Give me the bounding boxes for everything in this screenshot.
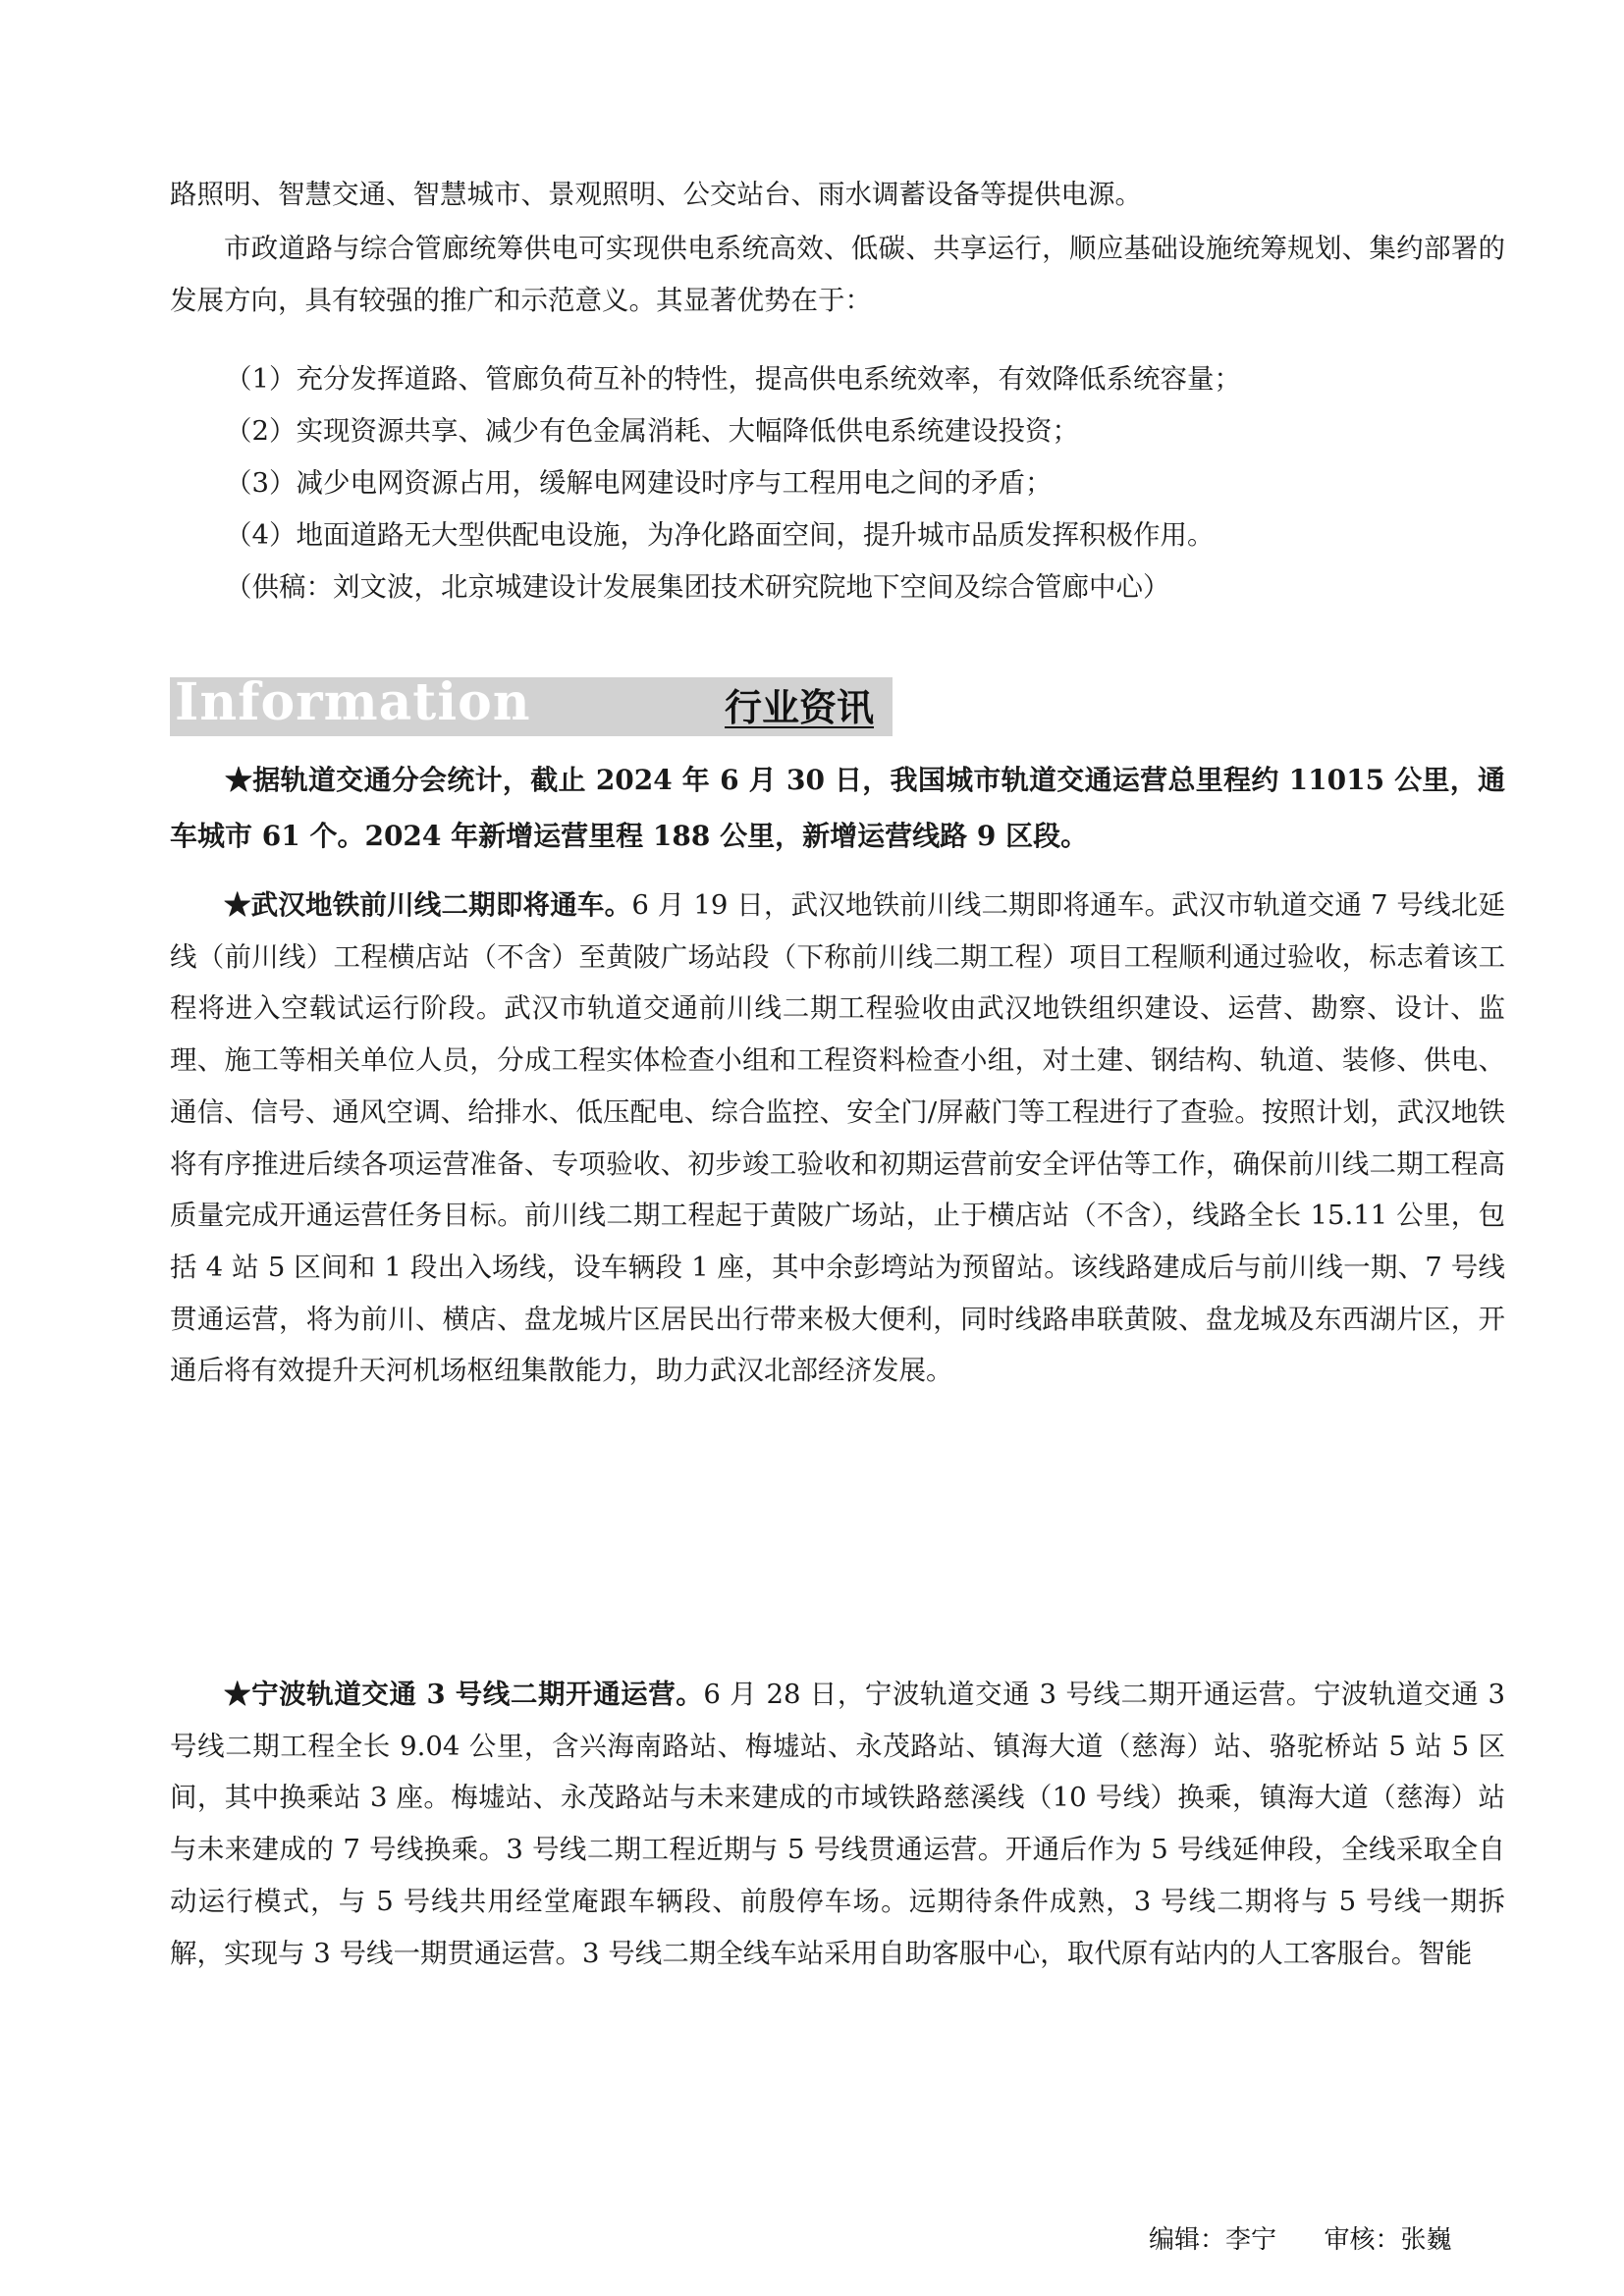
advantage-item-2: （2）实现资源共享、减少有色金属消耗、大幅降低供电系统建设投资； <box>225 415 1079 447</box>
advantage-item-1: （1）充分发挥道路、管廊负荷互补的特性，提高供电系统效率，有效降低系统容量； <box>225 363 1241 395</box>
news-item-wuhan <box>170 880 1505 1397</box>
reviewer-credit: 审核：张巍 <box>1324 2225 1452 2255</box>
intro-paragraph-advantages: 市政道路与综合管廊统筹供电可实现供电系统高效、低碳、共享运行，顺应基础设施统筹规划、集约部署的发展方向，具有较强的推广和示范意义。其显著优势在于： <box>170 233 1505 316</box>
advantage-item-4: （4）地面道路无大型供配电设施，为净化路面空间，提升城市品质发挥积极作用。 <box>225 519 1215 551</box>
news-body-wuhan: 6 月 19 日，武汉地铁前川线二期即将通车。武汉市轨道交通 7 号线北延线（前川线）工程横店站（不含）至黄陂广场站段（下称前川线二期工程）项目工程顺利通过验收，标志着该工程将进入空载试运行阶段。武汉市轨道交通前川线二期工程验收由武汉地铁组织建设、运营、勘察、设计、监理、施工等相关单位人员，分成工程实体检查小组和工程资料检查小组，对土建、钢结构、轨道、装修、供电、通信、信号、通风空调、给排水、低压配电、综合监控、安全门/屏蔽门等工程进行了查验。按照计划，武汉地铁将有序推进后续各项运营准备、专项验收、初步竣工验收和初期运营前安全评估等工作，确保前川线二期工程高质量完成开通运营任务目标。前川线二期工程起于黄陂广场站，止于横店站（不含），线路全长 15.11 公里，包括 4 站 5 区间和 1 段出入场线，设车辆段 1 座，其中余彭塆站为预留站。该线路建成后与前川线一期、7 号线贯通运营，将为前川、横店、盘龙城片区居民出行带来极大便利，同时线路串联黄陂、盘龙城及东西湖片区，开通后将有效提升天河机场枢纽集散能力，助力武汉北部经济发展。 <box>170 889 1505 1387</box>
news-headline-wuhan: ★武汉地铁前川线二期即将通车。 <box>224 889 632 921</box>
news-headline-ningbo: ★宁波轨道交通 3 号线二期开通运营。 <box>224 1679 704 1710</box>
editor-credit: 编辑：李宁 <box>1149 2225 1277 2255</box>
page-footer <box>1149 2220 1452 2260</box>
section-title-cn: 行业资讯 <box>725 685 875 729</box>
section-title-en: Information <box>175 672 531 732</box>
contributor-credit: （供稿：刘文波，北京城建设计发展集团技术研究院地下空间及综合管廊中心） <box>225 571 1170 603</box>
news-item-statistics: ★据轨道交通分会统计，截止 2024 年 6 月 30 日，我国城市轨道交通运营总里程约 11015 公里，通车城市 61 个。2024 年新增运营里程 188 公里，新增运营线路 9 区段。 <box>170 764 1505 852</box>
advantage-item-3: （3）减少电网资源占用，缓解电网建设时序与工程用电之间的矛盾； <box>225 467 1053 499</box>
intro-paragraph-continued: 路照明、智慧交通、智慧城市、景观照明、公交站台、雨水调蓄设备等提供电源。 <box>170 179 1142 210</box>
news-body-ningbo: 6 月 28 日，宁波轨道交通 3 号线二期开通运营。宁波轨道交通 3 号线二期工程全长 9.04 公里，含兴海南路站、梅墟站、永茂路站、镇海大道（慈海）站、骆驼桥站 5 站 5 区间，其中换乘站 3 座。梅墟站、永茂路站与未来建成的市域铁路慈溪线（10 号线）换乘，镇海大道（慈海）站与未来建成的 7 号线换乘。3 号线二期工程近期与 5 号线贯通运营。开通后作为 5 号线延伸段，全线采取全自动运行模式，与 5 号线共用经堂庵跟车辆段、前殷停车场。远期待条件成熟，3 号线二期将与 5 号线一期拆解，实现与 3 号线一期贯通运营。3 号线二期全线车站采用自助客服中心，取代原有站内的人工客服台。智能 <box>170 1679 1505 1969</box>
news-item-ningbo <box>170 1669 1505 1979</box>
